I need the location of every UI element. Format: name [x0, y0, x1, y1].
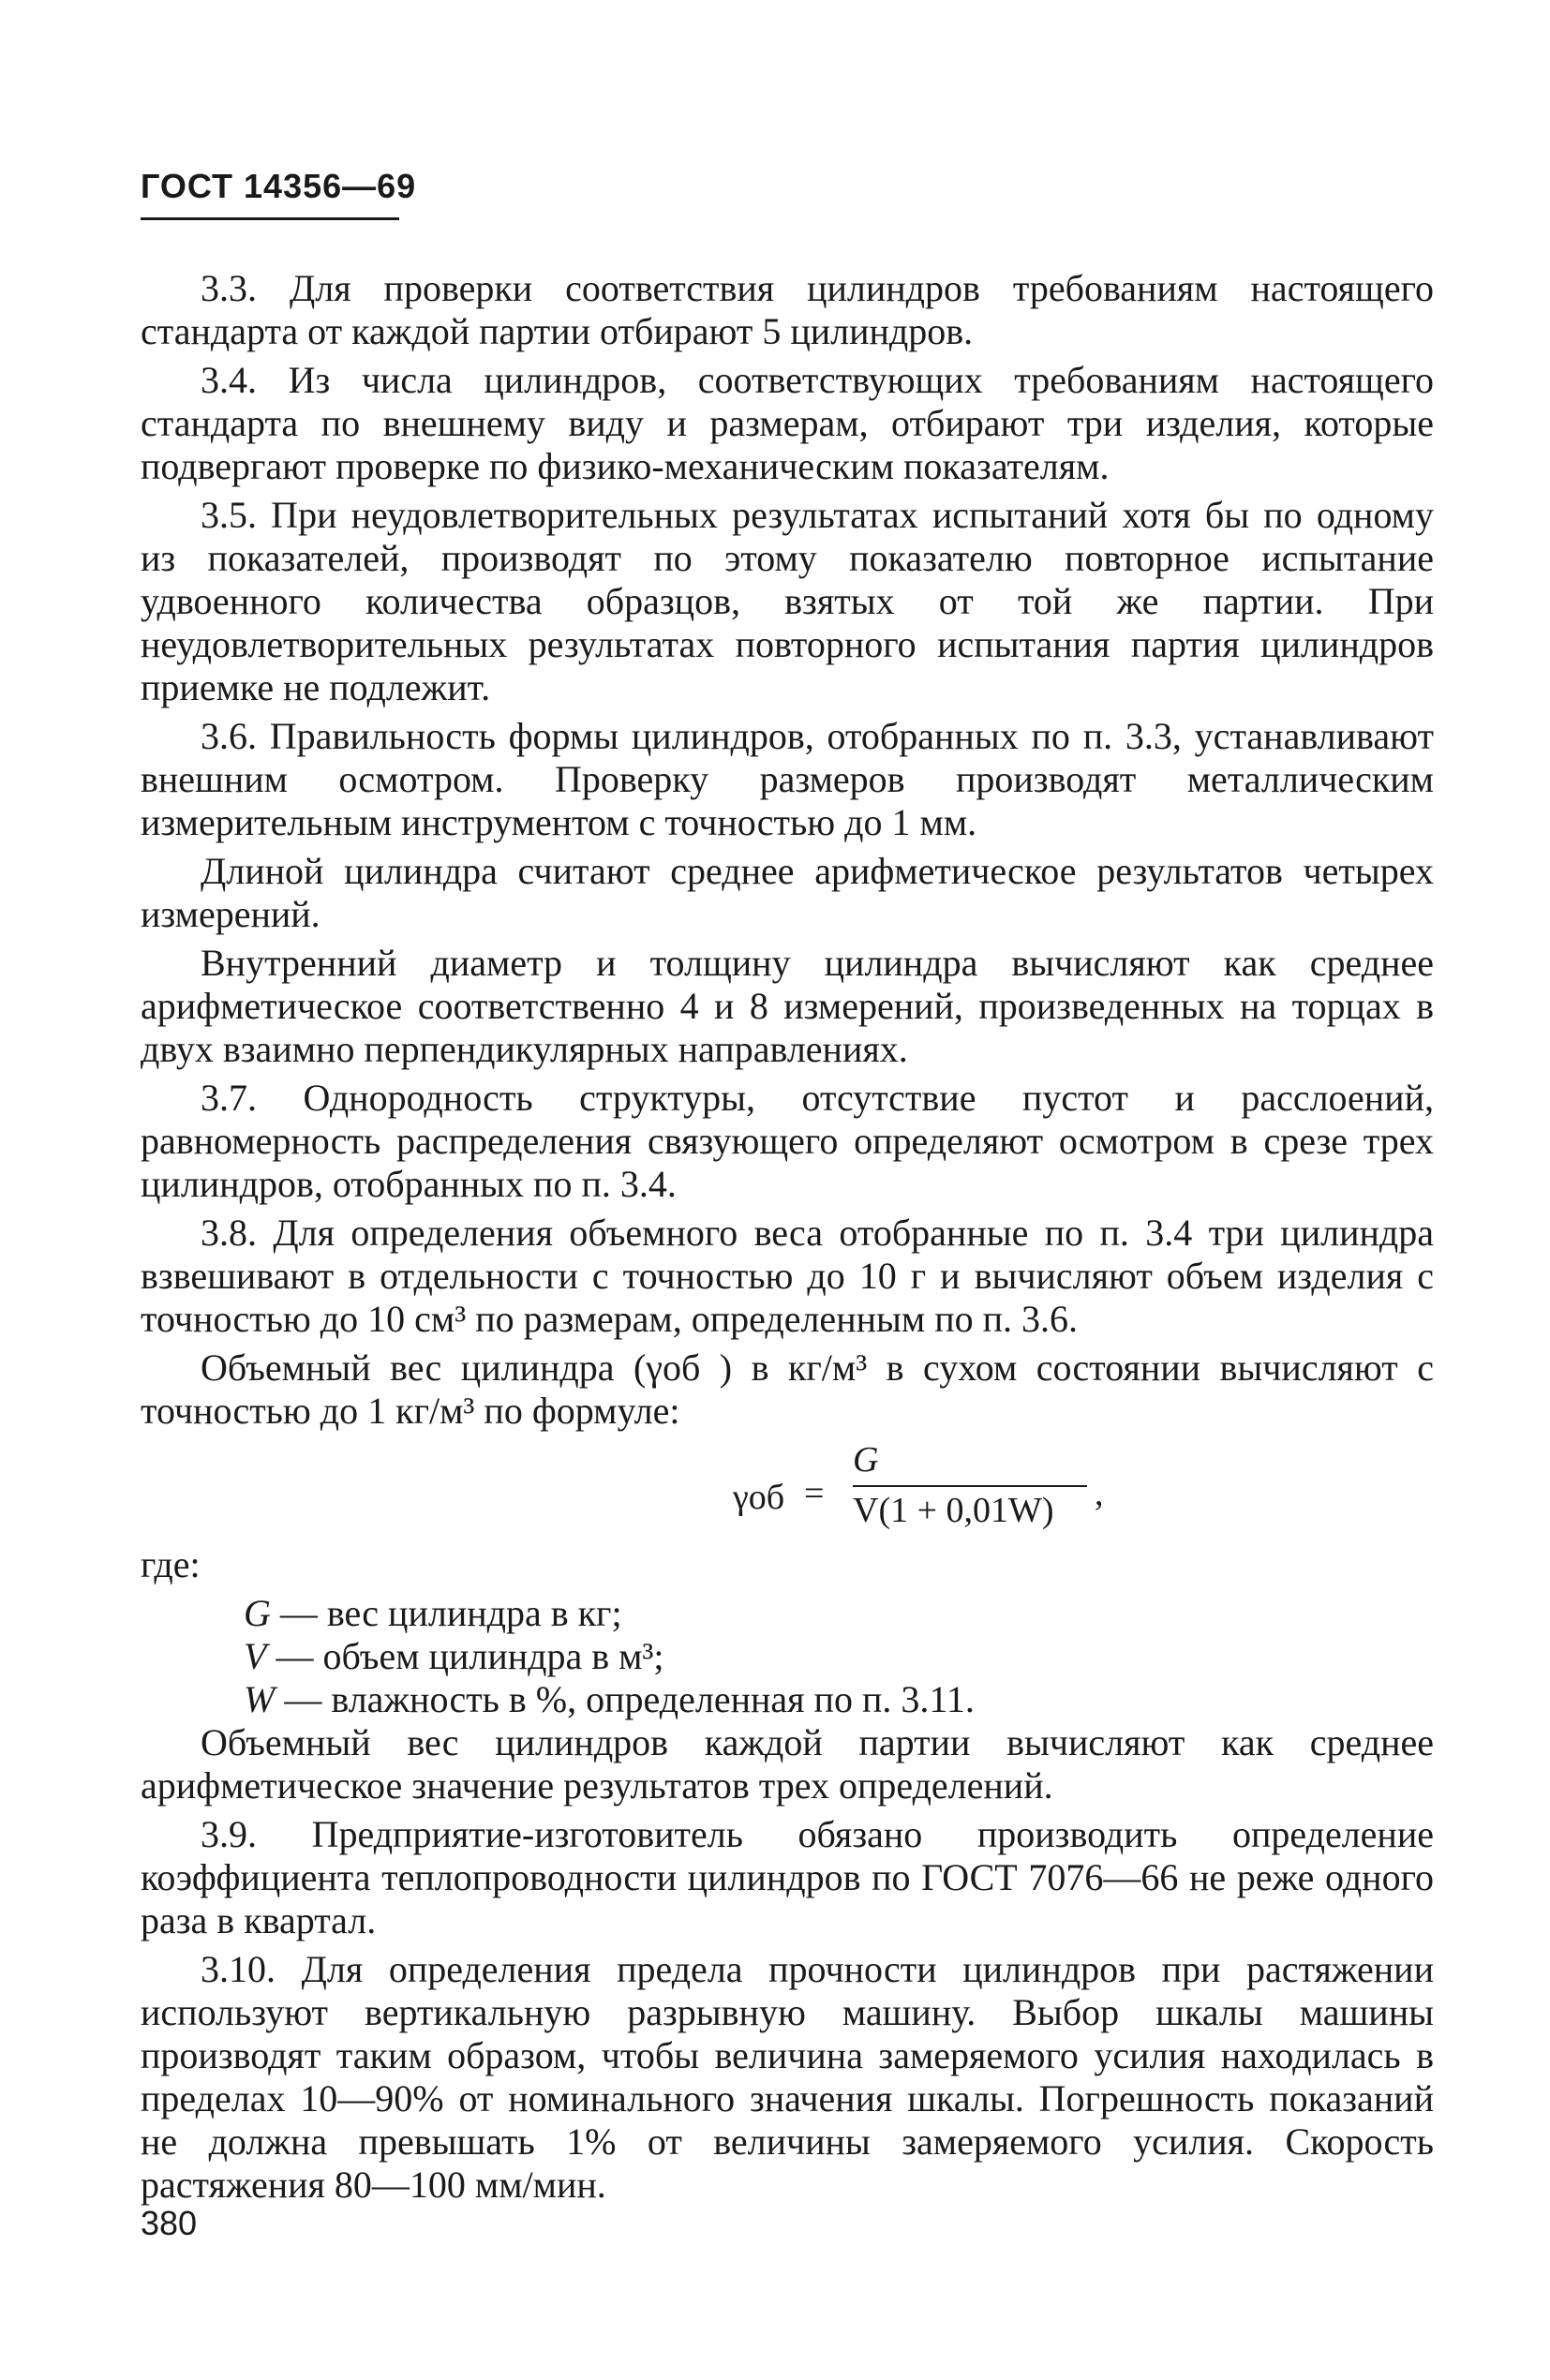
definition-text: — объем цилиндра в м³; [266, 1635, 664, 1677]
definition-row [244, 1592, 1434, 1635]
where-label: где: [141, 1543, 201, 1585]
definition-symbol: W [244, 1678, 276, 1720]
document-body [141, 267, 1434, 2212]
document-header: ГОСТ 14356—69 [141, 167, 417, 205]
formula-fraction [853, 1438, 1087, 1532]
clause-3-8: 3.8. Для определения объемного веса отобранные по п. 3.4 три цилиндра взвешивают в отдельности с точностью до 10 г и вычисляют объем изделия с точностью до 10 см³ по размерам, определенным по п. 3.6. [141, 1212, 1434, 1340]
formula-numerator: G [853, 1440, 879, 1480]
formula-lhs: γоб [733, 1478, 785, 1517]
page-number: 380 [141, 2204, 198, 2242]
formula-trail: , [1095, 1474, 1104, 1513]
definition-text: — влажность в %, определенная по п. 3.11. [275, 1678, 975, 1720]
clause-3-6-length: Длиной цилиндра считают среднее арифметическое результатов четырех измерений. [141, 850, 1434, 935]
clause-3-9: 3.9. Предприятие-изготовитель обязано производить определение коэффициента теплопроводности цилиндров по ГОСТ 7076—66 не реже одного раза в квартал. [141, 1813, 1434, 1941]
clause-3-5: 3.5. При неудовлетворительных результатах испытаний хотя бы по одному из показателей, производят по этому показателю повторное испытание удвоенного количества образцов, взятых от той же партии. При неудовлетворительных результатах повторного испытания партия цилиндров приемке не подлежит. [141, 494, 1434, 708]
clause-3-6: 3.6. Правильность формы цилиндров, отобранных по п. 3.3, устанавливают внешним осмотром. Проверку размеров производят металлическим измерительным инструментом с точностью до 1 мм. [141, 715, 1434, 843]
clause-3-6-diameter: Внутренний диаметр и толщину цилиндра вычисляют как среднее арифметическое соответственно 4 и 8 измерений, произведенных на торцах в двух взаимно перпендикулярных направлениях. [141, 942, 1434, 1070]
formula-denominator: V(1 + 0,01W) [853, 1491, 1054, 1530]
definition-text: — вес цилиндра в кг; [270, 1592, 622, 1634]
symbol-definitions [244, 1592, 1434, 1721]
header-rule [141, 217, 399, 220]
clause-3-7: 3.7. Однородность структуры, отсутствие пустот и расслоений, равномерность распределения связующего определяют осмотром в срезе трех цилиндров, отобранных по п. 3.4. [141, 1077, 1434, 1205]
formula-equals: = [804, 1474, 825, 1513]
definition-symbol: V [244, 1635, 267, 1677]
clause-3-3: 3.3. Для проверки соответствия цилиндров требованиям настоящего стандарта от каждой партии отбирают 5 цилиндров. [141, 267, 1434, 352]
clause-3-8-average: Объемный вес цилиндров каждой партии вычисляют как среднее арифметическое значение результатов трех определений. [141, 1721, 1434, 1807]
clause-3-4: 3.4. Из числа цилиндров, соответствующих требованиям настоящего стандарта по внешнему виду и размерам, отбирают три изделия, которые подвергают проверке по физико-механическим показателям. [141, 359, 1434, 487]
clause-3-10: 3.10. Для определения предела прочности цилиндров при растяжении используют вертикальную разрывную машину. Выбор шкалы машины производят таким образом, чтобы величина замеряемого усилия находилась в пределах 10—90% от номинального значения шкалы. Погрешность показаний не должна превышать 1% от величины замеряемого усилия. Скорость растяжения 80—100 мм/мин. [141, 1948, 1434, 2206]
definition-row [244, 1678, 1434, 1721]
definition-symbol: G [244, 1592, 271, 1634]
definition-row [244, 1635, 1434, 1678]
clause-3-8-formula-intro: Объемный вес цилиндра (γоб ) в кг/м³ в сухом состоянии вычисляют с точностью до 1 кг/м³ по формуле: [141, 1346, 1434, 1432]
density-formula [141, 1438, 1434, 1536]
